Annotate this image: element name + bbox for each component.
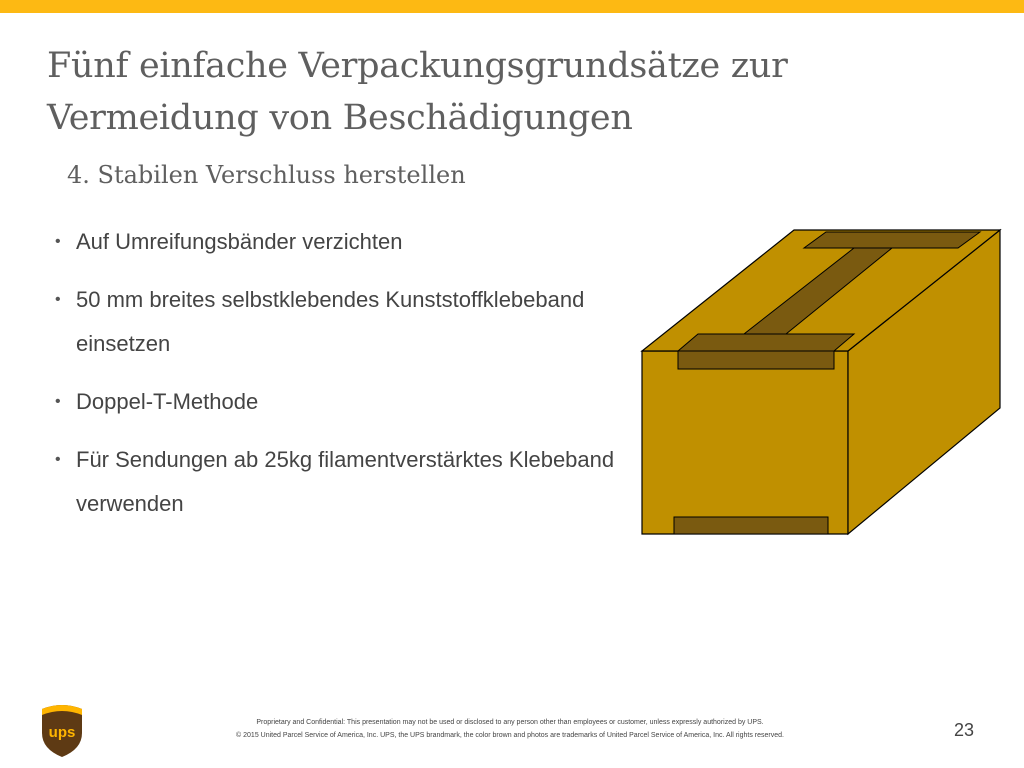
bullet-item: • Doppel-T-Methode (55, 380, 615, 424)
ups-logo-text: ups (48, 724, 76, 741)
ups-shield-logo (40, 703, 84, 759)
taped-box-illustration (638, 226, 1018, 538)
bullet-list (55, 220, 615, 540)
slide-title: Fünf einfache Verpackungsgrundsätze zur Vermeidung von Beschädigungen (47, 46, 788, 138)
top-accent-bar (0, 0, 1024, 13)
bullet-item: • Auf Umreifungsbänder verzichten (55, 220, 615, 264)
tape-bottom-strip (674, 517, 828, 534)
tape-front-crossbar-top (678, 334, 854, 351)
footer-copyright-note: © 2015 United Parcel Service of America, Inc. UPS, the UPS brandmark, the color brown and photos are trademarks of United Parcel Service of America, Inc. All rights reserved. (236, 732, 784, 739)
box-front-face (642, 351, 848, 534)
footer-confidentiality-note: Proprietary and Confidential: This presentation may not be used or disclosed to any person other than employees or customer, unless expressly authorized by UPS. (256, 719, 764, 726)
tape-back-crossbar (804, 232, 980, 248)
page-number: 23 (953, 720, 974, 740)
bullet-item: • Für Sendungen ab 25kg filamentverstärktes Klebeband verwenden (55, 438, 615, 526)
tape-front-crossbar-face (678, 351, 834, 369)
bullet-item: • 50 mm breites selbstklebendes Kunststoffklebeband einsetzen (55, 278, 615, 366)
slide-subtitle: 4. Stabilen Verschluss herstellen (67, 161, 466, 189)
